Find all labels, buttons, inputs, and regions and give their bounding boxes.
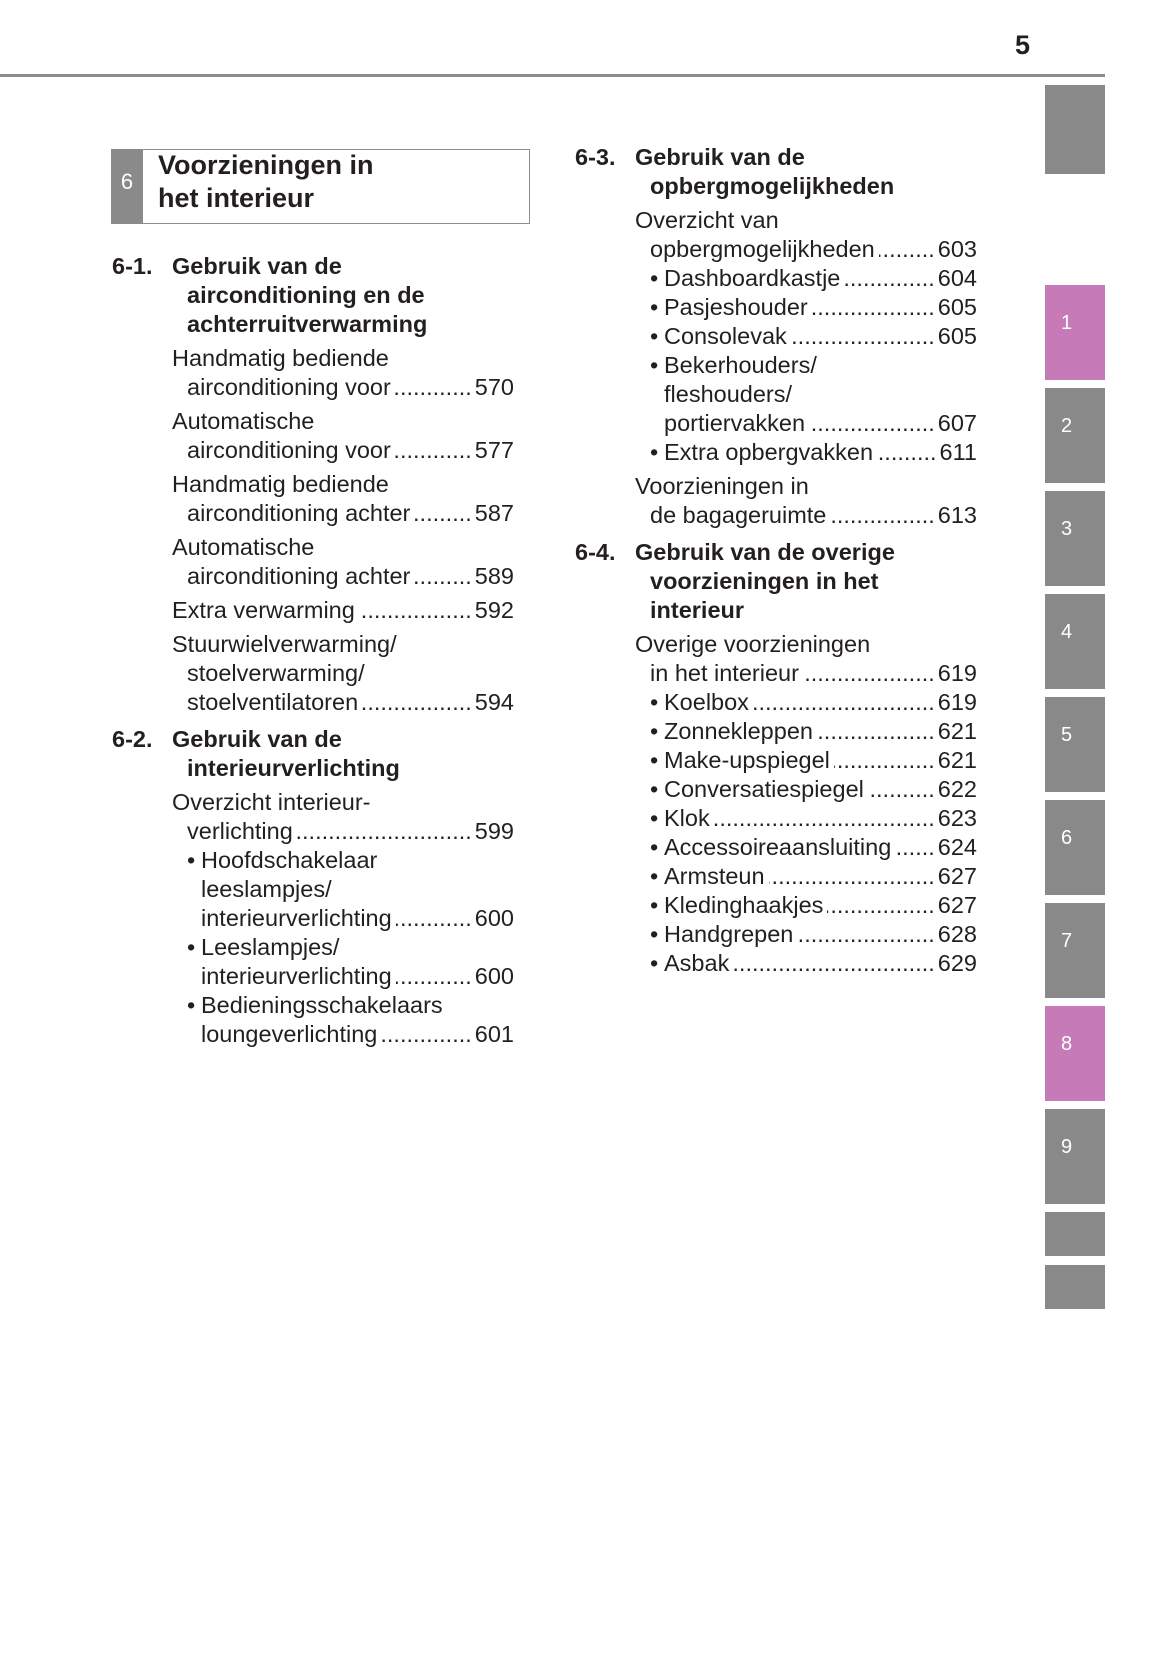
section-number: 6-3. <box>575 144 616 170</box>
entry-text: Extra verwarming <box>172 597 355 623</box>
entry-line <box>112 962 514 991</box>
entry-text: Consolevak <box>664 323 787 349</box>
chapter-tab-blank[interactable] <box>1045 1212 1105 1256</box>
section-title-text: airconditioning en de <box>187 282 425 308</box>
dot-leader <box>809 409 935 438</box>
bullet-icon <box>187 846 195 875</box>
bullet-icon <box>650 293 658 322</box>
section-title-text: voorzieningen in het <box>650 568 879 594</box>
toc-sub-entry[interactable] <box>575 293 977 322</box>
dot-leader <box>803 659 935 688</box>
chapter-tab-9[interactable] <box>1045 1109 1105 1204</box>
entry-line <box>575 380 977 409</box>
section-title-line <box>575 596 977 625</box>
entry-line <box>112 659 514 688</box>
entry-text: fleshouders/ <box>664 381 793 407</box>
toc-entry[interactable] <box>112 470 514 528</box>
bullet-icon <box>650 322 658 351</box>
entry-text: Conversatiespiegel <box>664 776 864 802</box>
dot-leader <box>396 962 472 991</box>
entry-line <box>575 438 977 467</box>
entry-text: Asbak <box>664 950 730 976</box>
page-number: 627 <box>937 892 977 918</box>
page-number: 629 <box>937 950 977 976</box>
chapter-tab-label: 5 <box>1061 724 1073 746</box>
page-number: 594 <box>474 689 514 715</box>
entry-text: Zonnekleppen <box>664 718 813 744</box>
toc-sub-entry[interactable] <box>575 746 977 775</box>
chapter-tab-label: 8 <box>1061 1033 1073 1055</box>
toc-sub-entry[interactable] <box>575 891 977 920</box>
page-number: 601 <box>474 1021 514 1047</box>
toc-sub-entry[interactable] <box>575 717 977 746</box>
dot-leader <box>769 862 935 891</box>
entry-line <box>112 846 514 875</box>
toc-entry[interactable] <box>575 630 977 688</box>
entry-text: Overige voorzieningen <box>635 631 871 657</box>
entry-text: Voorzieningen in <box>635 473 809 499</box>
dot-leader <box>830 501 934 530</box>
section-title-line <box>575 567 977 596</box>
entry-text: leeslampjes/ <box>201 876 332 902</box>
entry-line <box>112 499 514 528</box>
entry-text: verlichting <box>187 818 293 844</box>
entry-line <box>575 746 977 775</box>
entry-line <box>112 991 514 1020</box>
entry-line <box>575 501 977 530</box>
dot-leader <box>895 833 934 862</box>
entry-text: interieurverlichting <box>201 963 392 989</box>
header-rule <box>0 74 1105 77</box>
toc-sub-entry[interactable] <box>575 438 977 467</box>
chapter-tab-8[interactable] <box>1045 1006 1105 1101</box>
section-heading <box>112 725 514 783</box>
entry-line <box>112 788 514 817</box>
page-number: 621 <box>937 747 977 773</box>
entry-line <box>575 833 977 862</box>
entry-line <box>112 562 514 591</box>
entry-text: Automatische <box>172 534 315 560</box>
entry-text: portiervakken <box>664 410 806 436</box>
chapter-tab-7[interactable] <box>1045 903 1105 998</box>
dot-leader <box>395 373 472 402</box>
page-number: 627 <box>937 863 977 889</box>
dot-leader <box>791 322 935 351</box>
dot-leader <box>812 293 935 322</box>
section-title-line <box>575 172 977 201</box>
section-title-line <box>112 310 514 339</box>
bullet-icon <box>187 933 195 962</box>
section-number: 6-2. <box>112 726 153 752</box>
bullet-icon <box>650 717 658 746</box>
dot-leader <box>817 717 935 746</box>
section-title-line <box>112 281 514 310</box>
entry-text: Klok <box>664 805 710 831</box>
dot-leader <box>879 235 935 264</box>
page-number: 611 <box>939 439 977 465</box>
entry-text: Bedieningsschakelaars <box>201 992 443 1018</box>
page-number: 604 <box>937 265 977 291</box>
chapter-tab-blank[interactable] <box>1045 1265 1105 1309</box>
chapter-tab-label: 3 <box>1061 518 1073 540</box>
entry-text: airconditioning voor <box>187 374 391 400</box>
page-number: 599 <box>474 818 514 844</box>
dot-leader <box>827 891 934 920</box>
toc-sub-entry[interactable] <box>112 846 514 933</box>
entry-line <box>575 235 977 264</box>
toc-sub-entry[interactable] <box>575 804 977 833</box>
toc-sub-entry[interactable] <box>575 351 977 438</box>
dot-leader <box>362 688 472 717</box>
dot-leader <box>753 688 935 717</box>
bullet-icon <box>650 688 658 717</box>
entry-line <box>112 344 514 373</box>
section-title-text: Gebruik van de <box>172 253 342 279</box>
section-title-line <box>575 143 977 172</box>
page-number: 623 <box>937 805 977 831</box>
dot-leader <box>834 746 935 775</box>
bullet-icon <box>650 949 658 978</box>
entry-line <box>575 659 977 688</box>
section-title-line <box>112 252 514 281</box>
toc-entry[interactable] <box>112 788 514 846</box>
section-title-line <box>112 754 514 783</box>
bullet-icon <box>650 746 658 775</box>
toc-sub-entry[interactable] <box>575 322 977 351</box>
toc-sub-entry[interactable] <box>575 688 977 717</box>
chapter-tab-label: 9 <box>1061 1136 1073 1158</box>
bullet-icon <box>650 804 658 833</box>
bullet-icon <box>650 862 658 891</box>
entry-text: airconditioning voor <box>187 437 391 463</box>
entry-line <box>112 436 514 465</box>
entry-line <box>112 373 514 402</box>
section-heading <box>575 538 977 625</box>
chapter-title-line: Voorzieningen in <box>158 150 374 180</box>
entry-line <box>575 891 977 920</box>
bullet-icon <box>650 920 658 949</box>
toc-column-right <box>575 143 977 978</box>
entry-text: Make-upspiegel <box>664 747 830 773</box>
page-number: 619 <box>937 660 977 686</box>
toc-sub-entry[interactable] <box>575 949 977 978</box>
dot-leader <box>414 562 471 591</box>
dot-leader <box>733 949 934 978</box>
entry-text: Bekerhouders/ <box>664 352 817 378</box>
section-title-line <box>575 538 977 567</box>
page-number: 570 <box>474 374 514 400</box>
toc-sub-entry[interactable] <box>112 933 514 991</box>
bullet-icon <box>650 351 658 380</box>
chapter-tab-2[interactable] <box>1045 388 1105 483</box>
toc-entry[interactable] <box>575 206 977 264</box>
entry-text: stoelventilatoren <box>187 689 359 715</box>
page-number: 600 <box>474 905 514 931</box>
entry-text: loungeverlichting <box>201 1021 378 1047</box>
dot-leader <box>868 775 935 804</box>
toc-entry[interactable] <box>575 472 977 530</box>
chapter-tab-6[interactable] <box>1045 800 1105 895</box>
entry-line <box>112 1020 514 1049</box>
entry-text: Handmatig bediende <box>172 471 389 497</box>
entry-text: Handmatig bediende <box>172 345 389 371</box>
section-title-text: interieurverlichting <box>187 755 400 781</box>
section-title-line <box>112 725 514 754</box>
bullet-icon <box>650 833 658 862</box>
entry-text: Automatische <box>172 408 315 434</box>
entry-line <box>112 470 514 499</box>
chapter-tab-1[interactable] <box>1045 285 1105 380</box>
section-title-text: Gebruik van de <box>635 144 805 170</box>
toc-sub-entry[interactable] <box>575 920 977 949</box>
section-title-text: achterruitverwarming <box>187 311 428 337</box>
section-heading <box>575 143 977 201</box>
page-number: 605 <box>937 323 977 349</box>
chapter-tab-label: 6 <box>1061 827 1073 849</box>
entry-line <box>575 206 977 235</box>
bullet-icon <box>650 438 658 467</box>
entry-line <box>575 688 977 717</box>
toc-entry[interactable] <box>112 344 514 402</box>
chapter-tab-label: 4 <box>1061 621 1073 643</box>
entry-line <box>575 630 977 659</box>
section-heading <box>112 252 514 339</box>
entry-line <box>112 688 514 717</box>
section-number: 6-4. <box>575 539 616 565</box>
toc-column-left <box>112 252 514 1049</box>
entry-text: Kledinghaakjes <box>664 892 824 918</box>
entry-text: airconditioning achter <box>187 563 411 589</box>
page-number: 600 <box>474 963 514 989</box>
section-title-text: Gebruik van de overige <box>635 539 895 565</box>
page-number: 577 <box>474 437 514 463</box>
toc-entry[interactable] <box>112 596 514 625</box>
bullet-icon <box>650 264 658 293</box>
bullet-icon <box>650 775 658 804</box>
chapter-tab-4[interactable] <box>1045 594 1105 689</box>
section-title-text: interieur <box>650 597 745 623</box>
dot-leader <box>844 264 934 293</box>
entry-line <box>575 409 977 438</box>
toc-entry[interactable] <box>112 407 514 465</box>
page-number: 607 <box>937 410 977 436</box>
entry-line <box>575 775 977 804</box>
entry-line <box>112 904 514 933</box>
entry-line <box>112 817 514 846</box>
chapter-title <box>158 149 374 215</box>
toc-sub-entry[interactable] <box>575 862 977 891</box>
entry-text: airconditioning achter <box>187 500 411 526</box>
entry-text: Koelbox <box>664 689 749 715</box>
entry-text: Pasjeshouder <box>664 294 808 320</box>
page-number: 592 <box>474 597 514 623</box>
page-number: 587 <box>474 500 514 526</box>
dot-leader <box>877 438 937 467</box>
entry-text: Hoofdschakelaar <box>201 847 378 873</box>
page-number: 603 <box>937 236 977 262</box>
dot-leader <box>414 499 471 528</box>
entry-text: Extra opbergvakken <box>664 439 874 465</box>
entry-line <box>112 533 514 562</box>
chapter-tab-label: 1 <box>1061 312 1073 334</box>
chapter-title-box <box>111 149 530 224</box>
dot-leader <box>396 904 472 933</box>
entry-text: Overzicht interieur- <box>172 789 371 815</box>
entry-line <box>112 407 514 436</box>
chapter-tab-label: 7 <box>1061 930 1073 952</box>
entry-text: Leeslampjes/ <box>201 934 340 960</box>
toc-sub-entry[interactable] <box>575 264 977 293</box>
page-number: 589 <box>474 563 514 589</box>
toc-sub-entry[interactable] <box>112 991 514 1049</box>
entry-line <box>112 933 514 962</box>
entry-text: Armsteun <box>664 863 765 889</box>
dot-leader <box>359 596 472 625</box>
page-number: 619 <box>937 689 977 715</box>
entry-text: de bagageruimte <box>650 502 827 528</box>
entry-line <box>575 322 977 351</box>
entry-text: Overzicht van <box>635 207 779 233</box>
section-number: 6-1. <box>112 253 153 279</box>
entry-text: Stuurwielverwarming/ <box>172 631 397 657</box>
entry-line <box>575 862 977 891</box>
toc-sub-entry[interactable] <box>575 775 977 804</box>
entry-text: in het interieur <box>650 660 799 686</box>
bullet-icon <box>650 891 658 920</box>
page-number: 613 <box>937 502 977 528</box>
entry-text: opbergmogelijkheden <box>650 236 875 262</box>
entry-line <box>112 596 514 625</box>
chapter-tab-5[interactable] <box>1045 697 1105 792</box>
entry-text: Handgrepen <box>664 921 794 947</box>
dot-leader <box>297 817 472 846</box>
entry-line <box>575 717 977 746</box>
chapter-tab-blank[interactable] <box>1045 85 1105 174</box>
page-number-header: 5 <box>1014 30 1030 60</box>
dot-leader <box>797 920 934 949</box>
section-title-text: opbergmogelijkheden <box>650 173 895 199</box>
entry-line <box>575 920 977 949</box>
page-number: 628 <box>937 921 977 947</box>
page-number: 624 <box>937 834 977 860</box>
entry-text: Accessoireaansluiting <box>664 834 892 860</box>
bullet-icon <box>187 991 195 1020</box>
toc-entry[interactable] <box>112 630 514 717</box>
entry-text: stoelverwarming/ <box>187 660 365 686</box>
entry-line <box>575 293 977 322</box>
page-number: 622 <box>937 776 977 802</box>
entry-line <box>112 875 514 904</box>
entry-line <box>112 630 514 659</box>
entry-text: interieurverlichting <box>201 905 392 931</box>
entry-text: Dashboardkastje <box>664 265 841 291</box>
dot-leader <box>395 436 472 465</box>
entry-line <box>575 804 977 833</box>
section-title-text: Gebruik van de <box>172 726 342 752</box>
entry-line <box>575 472 977 501</box>
entry-line <box>575 351 977 380</box>
entry-line <box>575 949 977 978</box>
toc-sub-entry[interactable] <box>575 833 977 862</box>
chapter-tab-3[interactable] <box>1045 491 1105 586</box>
chapter-title-line: het interieur <box>158 183 315 213</box>
chapter-number-badge: 6 <box>111 149 143 224</box>
page-number: 605 <box>937 294 977 320</box>
entry-line <box>575 264 977 293</box>
page-number: 621 <box>937 718 977 744</box>
dot-leader <box>381 1020 471 1049</box>
dot-leader <box>714 804 935 833</box>
toc-entry[interactable] <box>112 533 514 591</box>
chapter-tab-label: 2 <box>1061 415 1073 437</box>
